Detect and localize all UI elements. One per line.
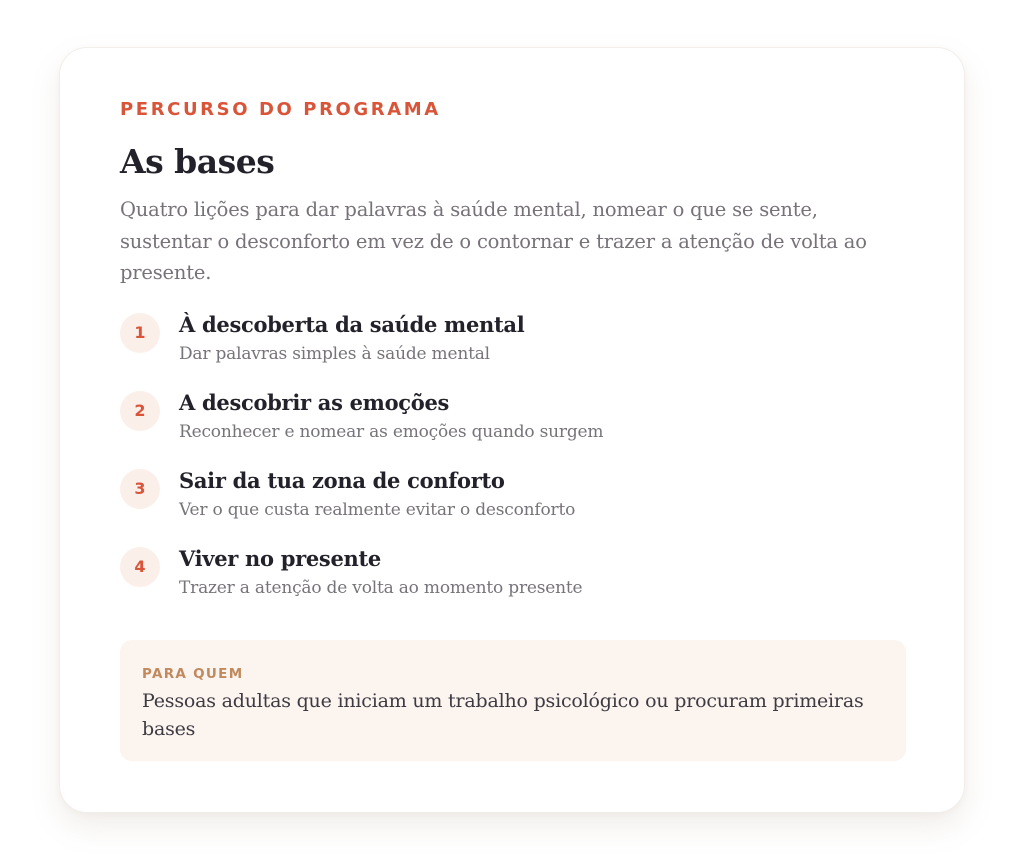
- lesson-item: [120, 467, 904, 545]
- lesson-text: [179, 311, 524, 366]
- lesson-item: [120, 389, 904, 467]
- program-description: Quatro lições para dar palavras à saúde mental, nomear o que se sente, sustentar o desconforto em vez de o contornar e trazer a atenção de volta ao presente.: [120, 198, 867, 284]
- lesson-subtitle: Reconhecer e nomear as emoções quando surgem: [179, 421, 604, 442]
- lesson-text: [179, 389, 603, 444]
- program-card: [59, 47, 965, 813]
- lesson-list: [120, 311, 904, 623]
- lesson-title: Viver no presente: [179, 545, 381, 571]
- lesson-number-badge: 2: [120, 391, 160, 431]
- audience-label: PARA QUEM: [142, 665, 244, 682]
- lesson-title: A descobrir as emoções: [179, 389, 450, 415]
- lesson-subtitle: Trazer a atenção de volta ao momento presente: [179, 577, 583, 598]
- lesson-number-badge: 1: [120, 313, 160, 353]
- lesson-subtitle: Dar palavras simples à saúde mental: [179, 343, 490, 364]
- audience-text: Pessoas adultas que iniciam um trabalho psicológico ou procuram primeiras bases: [142, 689, 864, 740]
- lesson-item: [120, 311, 904, 389]
- lesson-title: À descoberta da saúde mental: [179, 311, 525, 337]
- lesson-number-badge: 3: [120, 469, 160, 509]
- program-title: As bases: [120, 142, 275, 181]
- lesson-text: [179, 545, 582, 600]
- lesson-item: [120, 545, 904, 623]
- lesson-text: [179, 467, 575, 522]
- section-eyebrow: PERCURSO DO PROGRAMA: [120, 99, 441, 120]
- audience-box: [120, 640, 906, 761]
- lesson-subtitle: Ver o que custa realmente evitar o desconforto: [179, 499, 576, 520]
- lesson-title: Sair da tua zona de conforto: [179, 467, 505, 493]
- lesson-number-badge: 4: [120, 547, 160, 587]
